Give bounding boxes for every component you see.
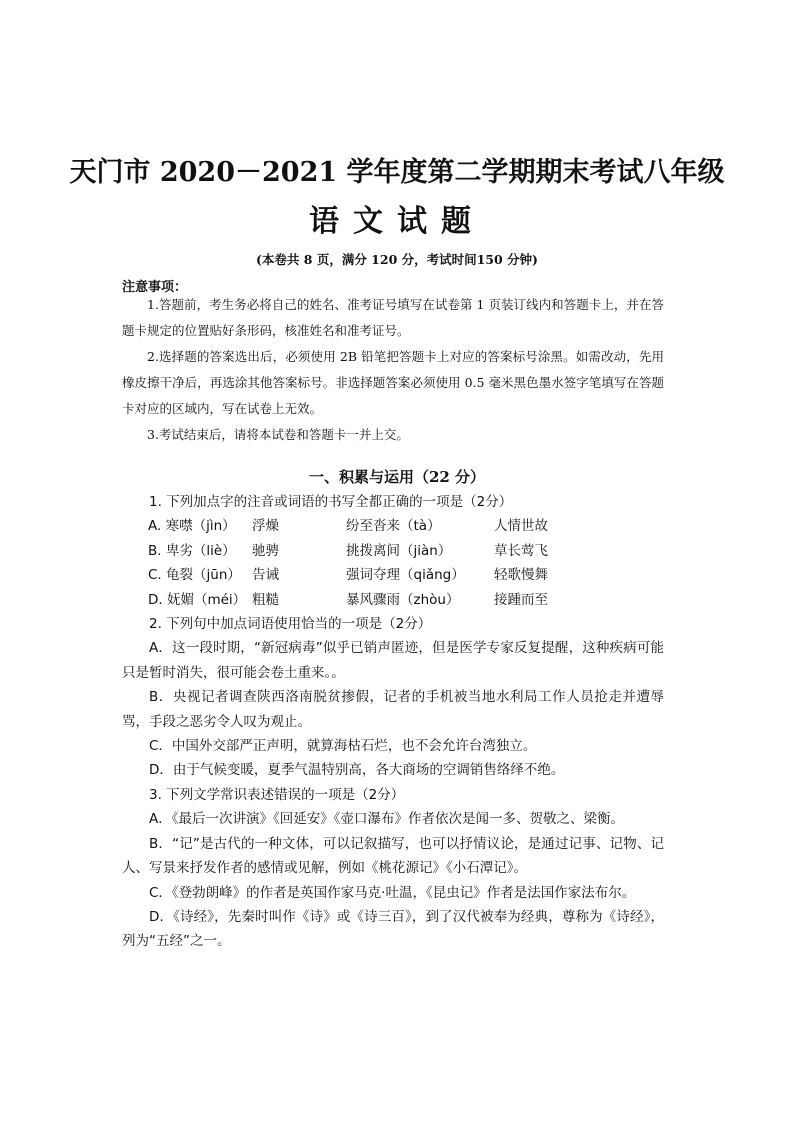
option-cell: 纷至沓来（tà） (346, 518, 441, 535)
option-cell: 人情世故 (494, 518, 548, 535)
question-1-option-a (122, 514, 664, 538)
option-cell: 浮燥 (252, 518, 279, 535)
option-cell: 强词夺理（qiǎng） (346, 567, 465, 584)
question-2-option-a: A．这一段时期，“新冠病毒”似乎已销声匿迹，但是医学专家反复提醒，这种疾病可能只是暂时消失，很可能会卷土重来。。 (122, 640, 664, 681)
note-item: 3.考试结束后，请将本试卷和答题卡一并上交。 (147, 427, 409, 442)
question-1-option-d (122, 588, 664, 612)
option-cell: 轻歌慢舞 (494, 567, 548, 584)
question-1-option-b (122, 539, 664, 563)
question-3-option-a: A．《最后一次讲演》《回延安》《壶口瀑布》作者依次是闻一多、贺敬之、梁衡。 (149, 811, 624, 828)
exam-title: 天门市 2020－2021 学年度第二学期期末考试八年级 (69, 157, 725, 188)
option-cell: 暴风骤雨（zhòu） (346, 591, 460, 608)
option-cell: 接踵而至 (494, 591, 548, 608)
option-cell: A. 寒噤（jìn） (148, 518, 236, 535)
exam-info: (本卷共 8 页，满分 120 分，考试时间150 分钟) (256, 252, 538, 267)
note-item: 1.答题前，考生务必将自己的姓名、准考证号填写在试卷第 1 页装订线内和答题卡上，并在答题卡规定的位置贴好条形码，核准姓名和准考证号。 (122, 297, 664, 338)
question-3-option-d: D．《诗经》，先秦时叫作《诗》或《诗三百》，到了汉代被奉为经典，尊称为《诗经》，列为“五经”之一。 (122, 908, 664, 950)
option-cell: C. 龟裂（jūn） (148, 567, 241, 584)
question-1-option-c (122, 563, 664, 587)
option-cell: 挑拨离间（jiàn） (346, 542, 452, 559)
notes-heading: 注意事项： (122, 280, 188, 295)
subject-title: 语文试题 (309, 204, 485, 239)
question-3-option-b: B．“记”是古代的一种文体，可以记叙描写，也可以抒情议论，是通过记事、记物、记人、写景来抒发作者的感情或见解，例如《桃花源记》《小石潭记》。 (122, 835, 664, 877)
question-3-stem: 3. 下列文学常识表述错误的一项是（2分） (149, 786, 405, 803)
option-cell: 驰骋 (252, 542, 279, 559)
option-cell: 告诫 (252, 567, 279, 584)
option-cell: 草长莺飞 (494, 542, 548, 559)
section-heading: 一、积累与运用（22 分） (308, 468, 486, 486)
note-item: 2.选择题的答案选出后，必须使用 2B 铅笔把答题卡上对应的答案标号涂黑。如需改动，先用橡皮擦干净后，再选涂其他答案标号。非选择题答案必须使用 0.5 毫米黑色墨水签字笔填写在答题卡对应的区域内，写在试卷上无效。 (122, 349, 664, 416)
question-2-stem: 2. 下列句中加点词语使用恰当的一项是（2分） (149, 616, 432, 633)
question-2-option-b: B．央视记者调查陕西洛南脱贫掺假，记者的手机被当地水利局工作人员抢走并遭辱骂，手段之恶劣令人叹为观止。 (122, 689, 664, 730)
option-cell: D. 妩媚（méi） (148, 591, 247, 608)
question-2-option-d: D．由于气候变暖，夏季气温特别高，各大商场的空调销售络绎不绝。 (149, 762, 565, 779)
question-1-stem: 1. 下列加点字的注音或词语的书写全都正确的一项是（2分） (149, 494, 513, 510)
option-cell: B. 卑劣（liè） (148, 542, 236, 559)
option-cell: 粗糙 (252, 591, 279, 608)
question-2-option-c: C．中国外交部严正声明，就算海枯石烂，也不会允许台湾独立。 (149, 738, 537, 755)
questions (122, 490, 664, 954)
notes-list (122, 292, 664, 448)
question-3-option-c: C．《登勃朗峰》的作者是英国作家马克·吐温，《昆虫记》作者是法国作家法布尔。 (149, 884, 636, 901)
